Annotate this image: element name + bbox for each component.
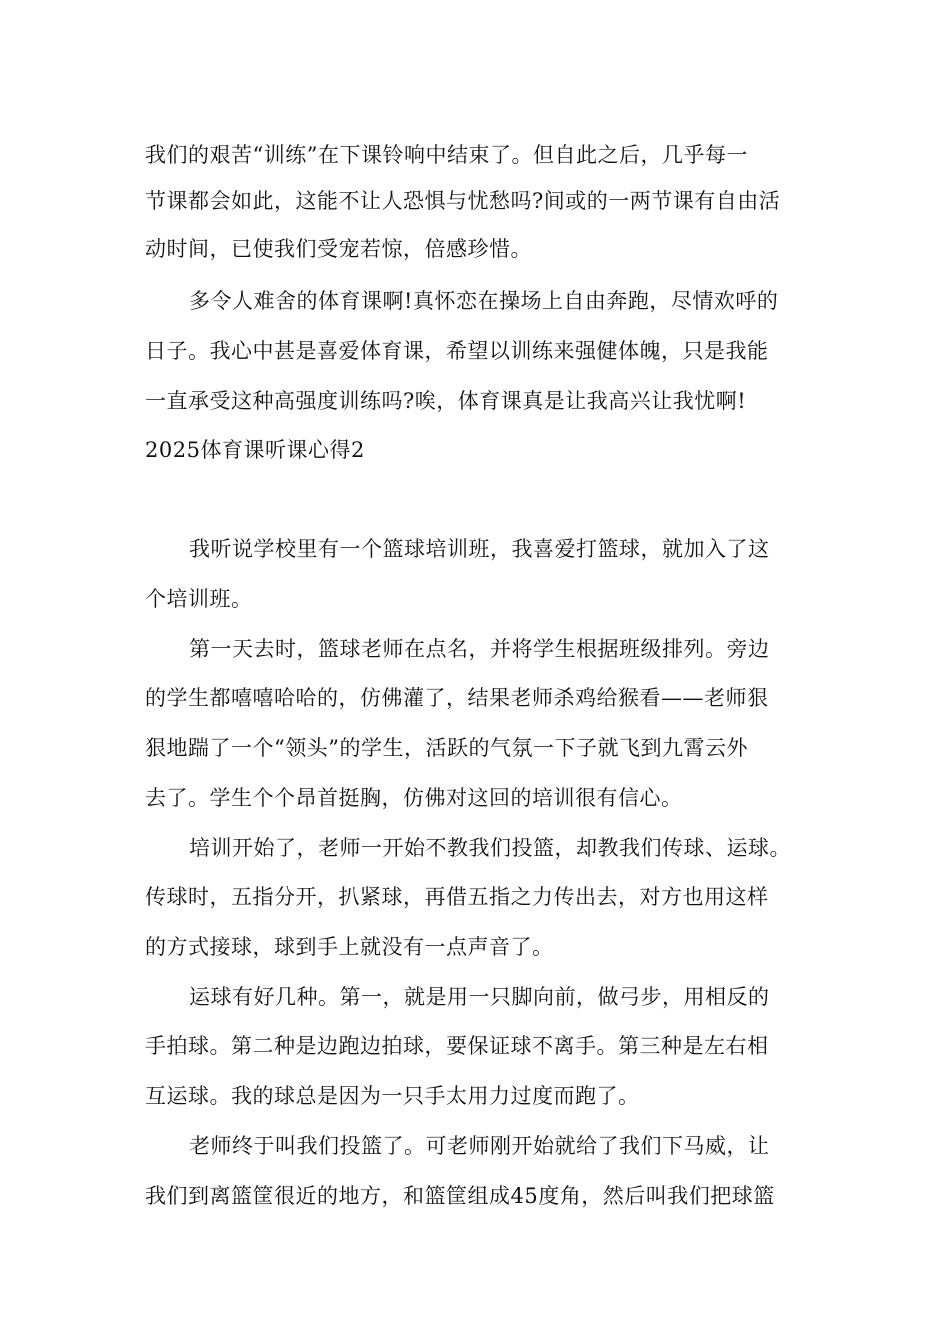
- paragraph-line: 我们的艰苦“训练”在下课铃响中结束了。但自此之后，几乎每一: [145, 143, 748, 167]
- paragraph-line: 个培训班。: [145, 587, 253, 611]
- paragraph-line: 我听说学校里有一个篮球培训班，我喜爱打篮球，就加入了这: [189, 537, 770, 561]
- paragraph-line: 手拍球。第二种是边跑边拍球，要保证球不离手。第三种是左右相: [145, 1034, 769, 1058]
- paragraph-line: 节课都会如此，这能不让人恐惧与忧愁吗?间或的一两节课有自由活: [145, 189, 781, 213]
- paragraph-line: 运球有好几种。第一，就是用一只脚向前，做弓步，用相反的: [189, 985, 770, 1009]
- paragraph-line: 狠地踹了一个“领头”的学生，活跃的气氛一下子就飞到九霄云外: [145, 736, 748, 760]
- paragraph-line: 老师终于叫我们投篮了。可老师刚开始就给了我们下马威，让: [189, 1134, 770, 1158]
- paragraph-line: 培训开始了，老师一开始不教我们投篮，却教我们传球、运球。: [189, 836, 791, 860]
- paragraph-line: 第一天去时，篮球老师在点名，并将学生根据班级排列。旁边: [189, 637, 770, 661]
- paragraph-line: 动时间，已使我们受宠若惊，倍感珍惜。: [145, 237, 532, 261]
- section-heading: 2025体育课听课心得2: [145, 438, 365, 462]
- paragraph-line: 传球时，五指分开，扒紧球，再借五指之力传出去，对方也用这样: [145, 885, 769, 909]
- paragraph-line: 我们到离篮筐很近的地方，和篮筐组成45度角，然后叫我们把球篮: [145, 1184, 775, 1208]
- paragraph-line: 的方式接球，球到手上就没有一点声音了。: [145, 935, 554, 959]
- paragraph-line: 多令人难舍的体育课啊!真怀恋在操场上自由奔跑，尽情欢呼的: [189, 289, 779, 313]
- paragraph-line: 去了。学生个个昂首挺胸，仿佛对这回的培训很有信心。: [145, 786, 683, 810]
- paragraph-line: 互运球。我的球总是因为一只手太用力过度而跑了。: [145, 1084, 640, 1108]
- paragraph-line: 一直承受这种高强度训练吗?唉，体育课真是让我高兴让我忧啊!: [145, 389, 747, 413]
- paragraph-line: 日子。我心中甚是喜爱体育课，希望以训练来强健体魄，只是我能: [145, 339, 769, 363]
- paragraph-line: 的学生都嘻嘻哈哈的，仿佛灌了，结果老师杀鸡给猴看——老师狠: [145, 686, 769, 710]
